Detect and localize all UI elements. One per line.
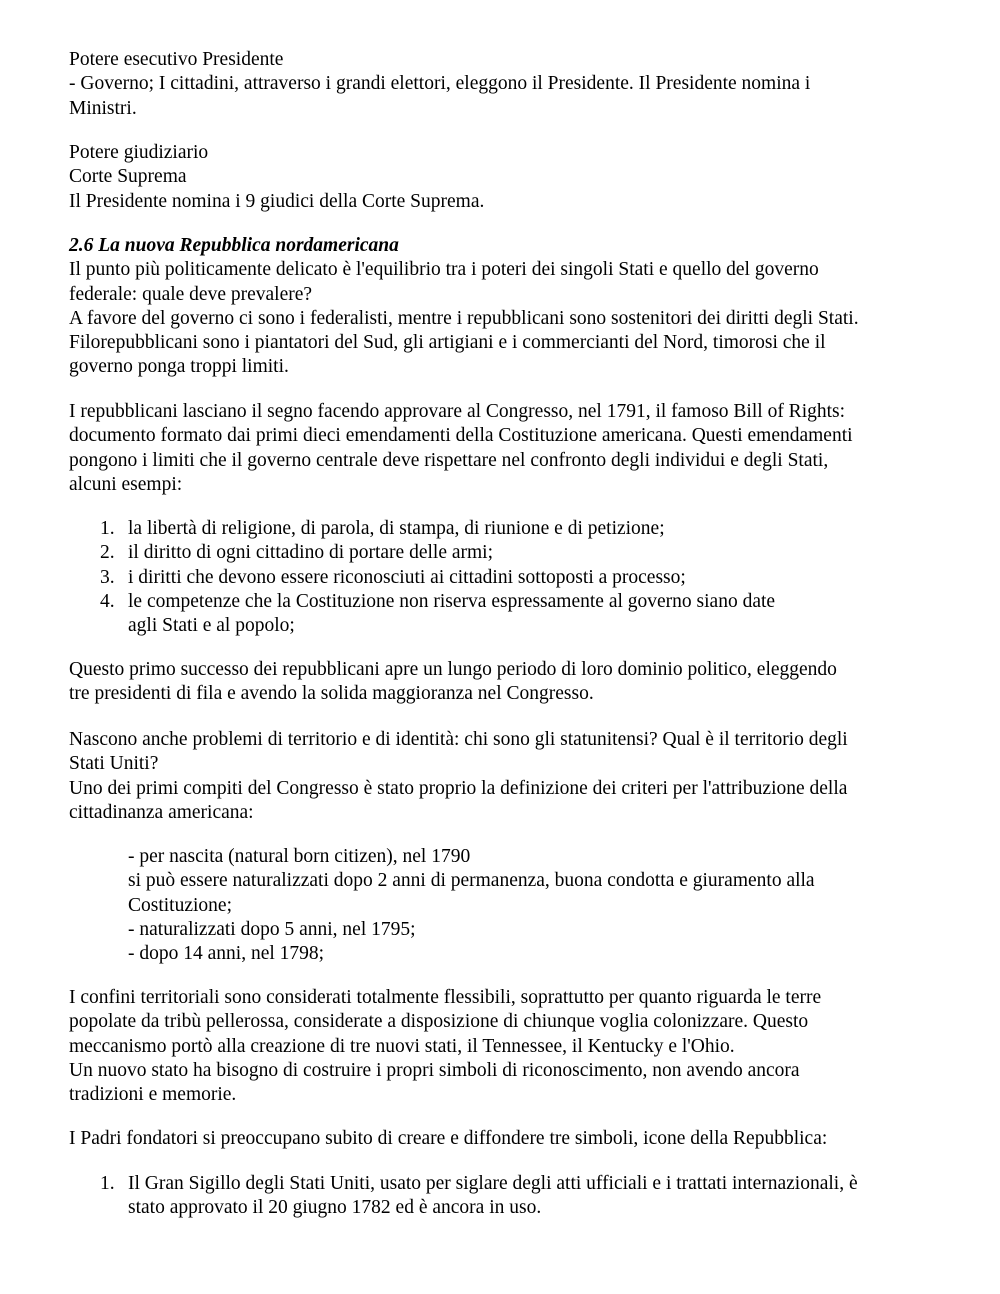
text-line: Nascono anche problemi di territorio e di identità: chi sono gli statunitensi? Qual è il territorio degli: [69, 729, 848, 750]
text-line: federale: quale deve prevalere?: [69, 283, 313, 305]
text-line: documento formato dai primi dieci emendamenti della Costituzione americana. Questi emendamenti: [69, 425, 853, 447]
text-line: I repubblicani lasciano il segno facendo approvare al Congresso, nel 1791, il famoso Bill of Rights:: [69, 401, 846, 422]
list-item-line: Il Gran Sigillo degli Stati Uniti, usato per siglare degli atti ufficiali e i trattati internazionali, è: [128, 1173, 858, 1194]
list-item: [69, 590, 949, 639]
list-item-line: agli Stati e al popolo;: [128, 615, 295, 637]
symbols-list-block: [69, 1172, 949, 1221]
list-item-line: la libertà di religione, di parola, di stampa, di riunione e di petizione;: [128, 518, 665, 539]
paragraph-6: [69, 1127, 949, 1151]
list-item: [69, 566, 949, 590]
text-line: A favore del governo ci sono i federalisti, mentre i repubblicani sono sostenitori dei diritti degli Stati.: [69, 307, 859, 329]
text-line: Stati Uniti?: [69, 753, 159, 775]
paragraph-2: [69, 400, 949, 497]
text-line: si può essere naturalizzati dopo 2 anni di permanenza, buona condotta e giuramento alla: [128, 870, 815, 892]
list-item-number: 4.: [100, 590, 115, 612]
list-item-line: le competenze che la Costituzione non riserva espressamente al governo siano date: [128, 590, 776, 612]
text-line: pongono i limiti che il governo centrale deve rispettare nel confronto degli individui e degli Stati,: [69, 449, 829, 471]
list-item-line: stato approvato il 20 giugno 1782 ed è ancora in uso.: [128, 1197, 542, 1219]
list-item: [69, 1172, 949, 1221]
text-line: popolate da tribù pellerossa, considerate a disposizione di chiunque voglia colonizzare. Questo: [69, 1011, 809, 1033]
text-line: meccanismo portò alla creazione di tre nuovi stati, il Tennessee, il Kentucky e l'Ohio.: [69, 1035, 735, 1057]
text-line: Filorepubblicani sono i piantatori del Sud, gli artigiani e i commercianti del Nord, timorosi che il: [69, 332, 826, 354]
text-line: - per nascita (natural born citizen), nel 1790: [128, 846, 471, 867]
text-line: Uno dei primi compiti del Congresso è stato proprio la definizione dei criteri per l'attribuzione della: [69, 777, 848, 799]
text-line: I confini territoriali sono considerati totalmente flessibili, soprattutto per quanto riguarda le terre: [69, 987, 822, 1008]
citizenship-list: [69, 845, 949, 966]
text-line: Costituzione;: [128, 894, 232, 916]
paragraph-5: [69, 986, 949, 1107]
rights-list: [69, 517, 949, 638]
list-item-number: 1.: [100, 1173, 115, 1194]
text-line: Un nuovo stato ha bisogno di costruire i propri simboli di riconoscimento, non avendo ancora: [69, 1059, 800, 1081]
paragraph-4: [69, 728, 949, 825]
text-line: alcuni esempi:: [69, 473, 183, 495]
symbols-list: [69, 1172, 949, 1221]
list-item-line: i diritti che devono essere riconosciuti ai cittadini sottoposti a processo;: [128, 566, 686, 588]
paragraph-3: [69, 658, 949, 707]
section-heading: 2.6 La nuova Repubblica nordamericana: [69, 235, 399, 256]
citizenship-list-block: [69, 845, 949, 966]
judicial-line-2: Il Presidente nomina i 9 giudici della Corte Suprema.: [69, 190, 485, 212]
judicial-title: Potere giudiziario: [69, 142, 209, 163]
list-item-number: 1.: [100, 518, 115, 539]
list-item-line: il diritto di ogni cittadino di portare delle armi;: [128, 542, 493, 564]
text-line: - dopo 14 anni, nel 1798;: [128, 943, 325, 965]
text-line: tre presidenti di fila e avendo la solida maggioranza nel Congresso.: [69, 683, 594, 705]
executive-line-1: - Governo; I cittadini, attraverso i grandi elettori, eleggono il Presidente. Il Presidente nomina i: [69, 73, 811, 95]
text-line: tradizioni e memorie.: [69, 1084, 237, 1106]
text-line: Questo primo successo dei repubblicani apre un lungo periodo di loro dominio politico, eleggendo: [69, 659, 837, 680]
text-line: - naturalizzati dopo 5 anni, nel 1795;: [128, 918, 416, 940]
paragraph-1: [69, 258, 949, 379]
judicial-line-1: Corte Suprema: [69, 166, 187, 188]
judicial-section: [69, 141, 949, 214]
rights-list-block: [69, 517, 949, 638]
list-item: [69, 517, 949, 541]
list-item: [69, 541, 949, 565]
executive-line-2: Ministri.: [69, 97, 137, 119]
list-item-number: 2.: [100, 542, 115, 564]
text-line: cittadinanza americana:: [69, 801, 254, 823]
executive-title: Potere esecutivo Presidente: [69, 49, 284, 70]
chapter-intro: [69, 234, 949, 380]
list-item-number: 3.: [100, 566, 115, 588]
text-line: I Padri fondatori si preoccupano subito di creare e diffondere tre simboli, icone della Repubblica:: [69, 1128, 828, 1149]
text-line: Il punto più politicamente delicato è l'equilibrio tra i poteri dei singoli Stati e quello del governo: [69, 259, 819, 281]
text-line: governo ponga troppi limiti.: [69, 356, 289, 378]
executive-section: [69, 48, 949, 121]
